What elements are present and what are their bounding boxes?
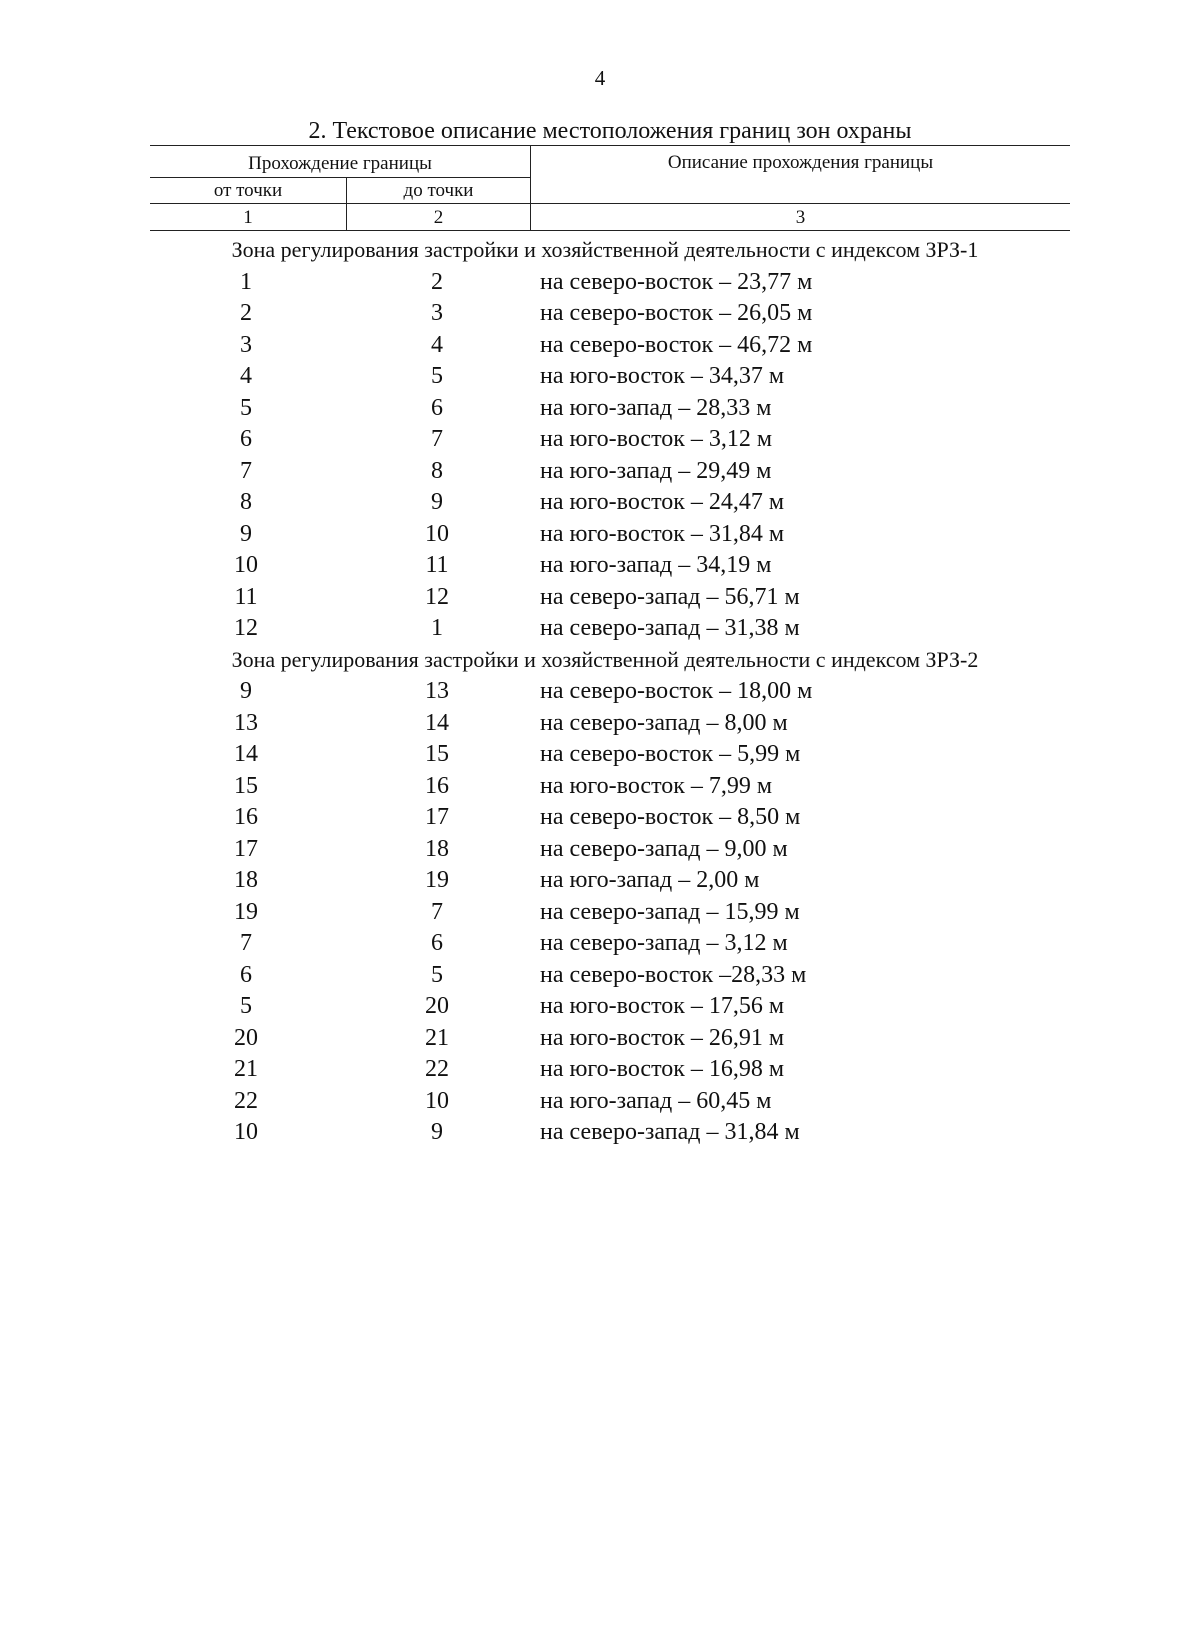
from-point: 18 <box>234 867 258 893</box>
to-point: 2 <box>431 268 443 295</box>
to-point: 4 <box>431 331 443 358</box>
boundary-description: на юго-восток – 34,37 м <box>540 363 785 389</box>
boundary-description: на юго-восток – 16,98 м <box>540 1056 785 1082</box>
table-row <box>0 1056 1200 1086</box>
boundary-description: на северо-запад – 56,71 м <box>540 583 800 610</box>
to-point: 8 <box>431 457 443 484</box>
table-row <box>0 269 1200 299</box>
table-row <box>0 552 1200 582</box>
from-point: 20 <box>234 1024 258 1051</box>
to-point: 11 <box>425 552 449 578</box>
boundary-description: на северо-восток – 26,05 м <box>540 300 813 326</box>
table-row <box>0 1025 1200 1055</box>
from-point: 6 <box>240 961 252 988</box>
to-point: 1 <box>431 615 443 641</box>
from-point: 17 <box>234 835 258 862</box>
boundary-description: на северо-восток – 18,00 м <box>540 678 813 704</box>
table-top-rule <box>150 145 1070 146</box>
zone-heading: Зона регулирования застройки и хозяйственной деятельности с индексом ЗРЗ-2 <box>231 646 979 672</box>
column-number-3: 3 <box>795 207 806 228</box>
to-point: 7 <box>431 898 443 925</box>
to-point: 20 <box>425 993 449 1019</box>
to-point: 17 <box>425 804 449 830</box>
from-point: 10 <box>234 552 258 578</box>
from-point: 9 <box>240 678 252 704</box>
from-point: 1 <box>240 268 252 295</box>
table-row <box>0 458 1200 488</box>
table-row <box>0 710 1200 740</box>
boundary-description: на юго-запад – 34,19 м <box>540 552 772 578</box>
header-from-label: от точки <box>213 180 283 201</box>
boundary-description: на юго-восток – 3,12 м <box>540 426 773 452</box>
to-point: 18 <box>425 835 449 862</box>
table-row <box>0 521 1200 551</box>
to-point: 3 <box>431 300 443 326</box>
page-title: 2. Текстовое описание местоположения границ зон охраны <box>308 118 912 144</box>
boundary-description: на северо-восток – 23,77 м <box>540 268 813 295</box>
table-row <box>0 395 1200 425</box>
to-point: 6 <box>431 930 443 956</box>
header-description-label: Описание прохождения границы <box>667 152 934 173</box>
to-point: 6 <box>431 394 443 421</box>
table-row <box>0 363 1200 393</box>
from-point: 19 <box>234 898 258 925</box>
from-point: 12 <box>234 615 258 641</box>
table-row <box>0 426 1200 456</box>
from-point: 11 <box>234 583 258 610</box>
boundary-description: на юго-запад – 28,33 м <box>540 394 772 421</box>
boundary-description: на северо-запад – 31,84 м <box>540 1119 800 1145</box>
table-row <box>0 962 1200 992</box>
boundary-description: на северо-восток – 5,99 м <box>540 741 801 767</box>
from-point: 10 <box>234 1119 258 1145</box>
table-row <box>0 741 1200 771</box>
from-point: 5 <box>240 993 252 1019</box>
subheader-rule <box>150 203 1070 204</box>
to-point: 21 <box>425 1024 449 1051</box>
boundary-description: на юго-запад – 29,49 м <box>540 457 772 484</box>
from-point: 16 <box>234 804 258 830</box>
to-point: 22 <box>425 1056 449 1082</box>
boundary-description: на юго-запад – 2,00 м <box>540 867 760 893</box>
column-number-2: 2 <box>433 207 444 228</box>
to-point: 16 <box>425 772 449 799</box>
boundary-description: на юго-восток – 24,47 м <box>540 489 785 515</box>
table-row <box>0 332 1200 362</box>
table-row <box>0 489 1200 519</box>
from-point: 7 <box>240 457 252 484</box>
from-point: 9 <box>240 520 252 547</box>
boundary-description: на северо-восток –28,33 м <box>540 961 807 988</box>
table-row <box>0 804 1200 834</box>
table-row <box>0 1088 1200 1118</box>
boundary-description: на юго-восток – 17,56 м <box>540 993 785 1019</box>
to-point: 12 <box>425 583 449 610</box>
column-number-1: 1 <box>243 207 253 228</box>
boundary-description: на северо-запад – 15,99 м <box>540 898 800 925</box>
table-row <box>0 300 1200 330</box>
boundary-description: на северо-запад – 3,12 м <box>540 930 788 956</box>
to-point: 14 <box>425 709 449 736</box>
from-point: 3 <box>240 331 252 358</box>
boundary-description: на северо-запад – 31,38 м <box>540 615 800 641</box>
to-point: 10 <box>425 1087 449 1114</box>
from-point: 15 <box>234 772 258 799</box>
boundary-description: на юго-запад – 60,45 м <box>540 1087 772 1114</box>
from-point: 14 <box>234 741 258 767</box>
to-point: 9 <box>431 489 443 515</box>
table-row <box>0 899 1200 929</box>
boundary-description: на юго-восток – 31,84 м <box>540 520 785 547</box>
to-point: 15 <box>425 741 449 767</box>
column-number-rule <box>150 230 1070 231</box>
header-group-label: Прохождение границы <box>248 153 432 174</box>
table-row <box>0 615 1200 645</box>
from-point: 21 <box>234 1056 258 1082</box>
boundary-description: на северо-запад – 9,00 м <box>540 835 788 862</box>
boundary-description: на юго-восток – 26,91 м <box>540 1024 785 1051</box>
table-row <box>0 584 1200 614</box>
from-point: 6 <box>240 426 252 452</box>
header-to-label: до точки <box>403 180 474 201</box>
to-point: 10 <box>425 520 449 547</box>
from-point: 22 <box>234 1087 258 1114</box>
to-point: 5 <box>431 961 443 988</box>
boundary-description: на северо-запад – 8,00 м <box>540 709 788 736</box>
to-point: 19 <box>425 867 449 893</box>
from-point: 5 <box>240 394 252 421</box>
from-point: 7 <box>240 930 252 956</box>
table-row <box>0 678 1200 708</box>
to-point: 13 <box>425 678 449 704</box>
page-number: 4 <box>594 66 606 90</box>
to-point: 7 <box>431 426 443 452</box>
boundary-description: на северо-восток – 46,72 м <box>540 331 813 358</box>
group-header-rule <box>150 177 530 178</box>
from-point: 2 <box>240 300 252 326</box>
zone-heading: Зона регулирования застройки и хозяйственной деятельности с индексом ЗРЗ-1 <box>231 237 979 262</box>
table-row <box>0 867 1200 897</box>
table-row <box>0 773 1200 803</box>
boundary-description: на юго-восток – 7,99 м <box>540 772 773 799</box>
table-row <box>0 993 1200 1023</box>
to-point: 9 <box>431 1119 443 1145</box>
boundary-description: на северо-восток – 8,50 м <box>540 804 801 830</box>
table-row <box>0 836 1200 866</box>
from-point: 13 <box>234 709 258 736</box>
table-row <box>0 1119 1200 1149</box>
from-point: 4 <box>240 363 252 389</box>
to-point: 5 <box>431 363 443 389</box>
from-point: 8 <box>240 489 252 515</box>
table-row <box>0 930 1200 960</box>
